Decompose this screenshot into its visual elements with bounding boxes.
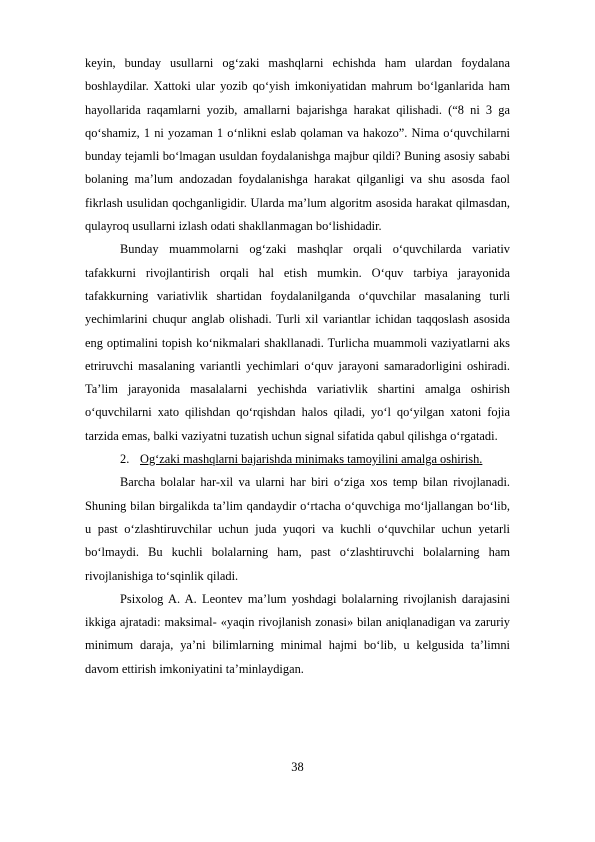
paragraph-4: Psixolog A. A. Leontev ma’lum yoshdagi bolalarning rivojlanish darajasini ikkiga ajratadi: maksimal- «yaqin rivojlanish zonasi» bilan aniqlanadigan va zaruriy minimum daraja, ya’ni bilimlarning minimal hajmi bo‘lib, u kelgusida ta’limni davom ettirish imkoniyatini ta’minlaydigan. (85, 591, 510, 676)
page-number: 38 (291, 760, 304, 774)
paragraph-1: keyin, bunday usullarni og‘zaki mashqlarni echishda ham ulardan foydalana boshlaydilar. Xattoki ular yozib qo‘yish imkoniyatidan mahrum bo‘lganlarida ham hayollarida raqamlarni yozib, amallarni bajarishga harakat qilishadi. (“8 ni 3 ga qo‘shamiz, 1 ni yozaman 1 o‘nlikni eslab qolaman va hakozo”. Nima o‘quvchilarni bunday tejamli bo‘lmagan usuldan foydalanishga majbur qildi? Buning asosiy sababi bolaning ma’lum andozadan foydalanishga harakat qilganligi va shu asosda faol fikrlash usulidan qochganligidir. Ularda ma’lum algoritm asosida harakat qilmasdan, qulayroq usullarni izlash odati shakllanmagan bo‘lishidadir. (85, 56, 510, 234)
section-heading-text: Og‘zaki mashqlarni bajarishda minimaks tamoyilini amalga oshirish. (140, 452, 483, 467)
section-heading (85, 448, 510, 471)
section-heading-number: 2. (120, 452, 130, 467)
document-body (85, 52, 510, 681)
paragraph-3: Barcha bolalar har-xil va ularni har biri o‘ziga xos temp bilan rivojlanadi. Shuning bilan birgalikda ta’lim qandaydir o‘rtacha o‘quvchiga mo‘ljallangan bo‘lib, u past o‘zlashtiruvchilar uchun juda yuqori va kuchli o‘quvchilar uchun yetarli bo‘lmaydi. Bu kuchli bolalarning ham, past o‘zlashtiruvchi bolalarning ham rivojlanishiga to‘sqinlik qiladi. (85, 475, 510, 583)
paragraph-2: Bunday muammolarni og‘zaki mashqlar orqali o‘quvchilarda variativ tafakkurni rivojlantirish orqali hal etish mumkin. O‘quv tarbiya jarayonida tafakkurning variativlik shartidan foydalanilganda o‘quvchilar masalaning turli yechimlarini chuqur anglab olishadi. Turli xil variantlar ichidan taqqoslash asosida eng optimalini topish ko‘nikmalari shakllanadi. Turlicha muammoli vaziyatlarni aks etriruvchi masalaning variantli yechimlari o‘quv jarayoni samaradorligini oshiradi. Ta’lim jarayonida masalalarni yechishda variativlik shartini amalga oshirish o‘quvchilarni xato qilishdan qo‘rqishdan halos qiladi, yo‘l qo‘yilgan xatoni fojia tarzida emas, balki vaziyatni tuzatish uchun signal sifatida qabul qilishga o‘rgatadi. (85, 242, 510, 443)
